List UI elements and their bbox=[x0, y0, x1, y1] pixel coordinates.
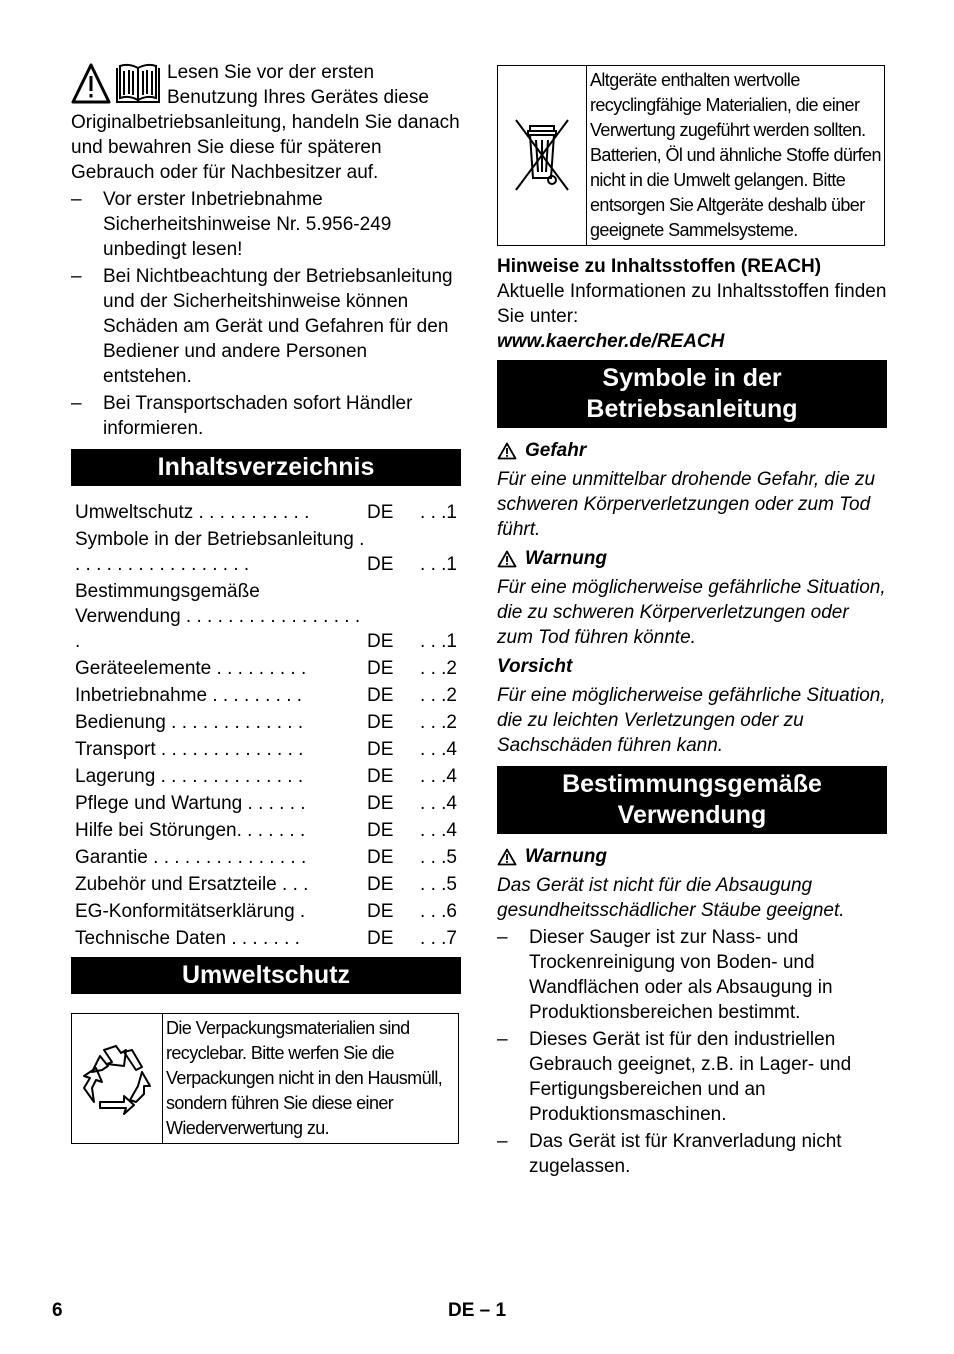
toc-row[interactable] bbox=[71, 656, 461, 681]
list-item: – Bei Transportschaden sofort Händler informieren. bbox=[71, 391, 461, 441]
gefahr-text: Für eine unmittelbar drohende Gefahr, die zu schweren Körperverletzungen oder zum Tod führt. bbox=[497, 469, 876, 540]
list-item: – Vor erster Inbetriebnahme Sicherheitshinweise Nr. 5.956-249 unbedingt lesen! bbox=[71, 187, 461, 262]
toc-page: . . .2 bbox=[420, 658, 457, 679]
bestimmung-heading-line-2: Verwendung bbox=[617, 801, 767, 829]
toc-row[interactable] bbox=[71, 500, 461, 525]
toc-page: . . .5 bbox=[420, 874, 457, 895]
toc-row[interactable] bbox=[71, 899, 461, 924]
toc-row[interactable] bbox=[71, 845, 461, 870]
toc-title: Inbetriebnahme . . . . . . . . . bbox=[75, 685, 303, 706]
section-page-label: DE – 1 bbox=[448, 1300, 507, 1321]
list-item: – Das Gerät ist für Kranverladung nicht zugelassen. bbox=[497, 1129, 887, 1179]
toc-lang: DE bbox=[367, 928, 394, 949]
toc-title: Zubehör und Ersatzteile . . . bbox=[75, 874, 309, 895]
toc-title: Bedienung . . . . . . . . . . . . . bbox=[75, 712, 304, 733]
table-of-contents bbox=[71, 500, 461, 951]
toc-lang: DE bbox=[367, 712, 394, 733]
warnung2-text: Das Gerät ist nicht für die Absaugung gesundheitsschädlicher Stäube geeignet. bbox=[497, 875, 845, 921]
toc-row[interactable] bbox=[71, 579, 461, 654]
warning-triangle-icon bbox=[497, 550, 517, 568]
toc-lang: DE bbox=[367, 901, 394, 922]
toc-lang: DE bbox=[367, 739, 394, 760]
list-item: – Dieser Sauger ist zur Nass- und Trockenreinigung von Boden- und Wandflächen oder als Absaugung in Produktionsbereichen bestimmt. bbox=[497, 925, 887, 1025]
toc-row[interactable] bbox=[71, 872, 461, 897]
list-item: – Bei Nichtbeachtung der Betriebsanleitung und der Sicherheitshinweise können Schäden am Gerät und Gefahren für den Bediener und andere Personen entstehen. bbox=[71, 264, 461, 389]
vorsicht-text: Für eine möglicherweise gefährliche Situation, die zu leichten Verletzungen oder zu Sachschäden führen kann. bbox=[497, 685, 886, 756]
toc-lang: DE bbox=[367, 658, 394, 679]
toc-page: . . .4 bbox=[420, 766, 457, 787]
recycle-icon-cell bbox=[72, 1014, 163, 1143]
usage-bullet-list bbox=[497, 925, 887, 1179]
vorsicht-label: Vorsicht bbox=[497, 656, 573, 677]
warnung-heading bbox=[497, 546, 887, 571]
warnung-label: Warnung bbox=[525, 548, 607, 569]
toc-row[interactable] bbox=[71, 737, 461, 762]
toc-page: . . .2 bbox=[420, 712, 457, 733]
bestimmung-heading bbox=[497, 766, 887, 834]
list-item: – Dieses Gerät ist für den industriellen Gebrauch geeignet, z.B. in Lager- und Fertigungsbereichen und an Produktionsmaschinen. bbox=[497, 1027, 887, 1127]
toc-title: Umweltschutz . . . . . . . . . . . bbox=[75, 502, 310, 523]
toc-lang: DE bbox=[367, 502, 394, 523]
toc-title: Technische Daten . . . . . . . bbox=[75, 928, 300, 949]
toc-page: . . .1 bbox=[420, 502, 457, 523]
gefahr-label: Gefahr bbox=[525, 440, 587, 461]
toc-page: . . .5 bbox=[420, 847, 457, 868]
bestimmung-heading-line-1: Bestimmungsgemäße bbox=[562, 770, 822, 798]
toc-lang: DE bbox=[367, 793, 394, 814]
reach-link[interactable]: www.kaercher.de/REACH bbox=[497, 331, 725, 352]
toc-title: Bestimmungsgemäße Verwendung . . . . . . . . . . . . . . . . . . bbox=[75, 581, 361, 652]
toc-row[interactable] bbox=[71, 710, 461, 735]
toc-row[interactable] bbox=[71, 818, 461, 843]
warning-triangle-icon bbox=[497, 848, 517, 866]
toc-row[interactable] bbox=[71, 527, 461, 577]
right-column bbox=[497, 60, 887, 1179]
reach-heading: Hinweise zu Inhaltsstoffen (REACH) bbox=[497, 256, 822, 277]
intro-block bbox=[71, 60, 461, 185]
toc-row[interactable] bbox=[71, 764, 461, 789]
toc-page: . . .6 bbox=[420, 901, 457, 922]
left-column bbox=[71, 60, 461, 1144]
manual-book-icon bbox=[117, 65, 159, 102]
warnung-text: Für eine möglicherweise gefährliche Situation, die zu schweren Körperverletzungen oder zum Tod führen könnte. bbox=[497, 577, 886, 648]
warning-triangle-icon bbox=[73, 65, 109, 102]
toc-lang: DE bbox=[367, 631, 394, 652]
reach-text: Aktuelle Informationen zu Inhaltsstoffen finden Sie unter: bbox=[497, 281, 887, 327]
symbole-heading-line-2: Betriebsanleitung bbox=[586, 395, 798, 423]
recycle-icon bbox=[80, 1042, 154, 1116]
toc-row[interactable] bbox=[71, 791, 461, 816]
toc-page: . . .4 bbox=[420, 820, 457, 841]
warnung2-label: Warnung bbox=[525, 846, 607, 867]
weee-note-text: Altgeräte enthalten wertvolle recyclingfähige Materialien, die einer Verwertung zugeführt werden sollten. Batterien, Öl und ähnliche Stoffe dürfen nicht in die Umwelt gelangen. Bitte entsorgen Sie Altgeräte deshalb über geeignete Sammelsysteme. bbox=[590, 70, 881, 240]
toc-title: Hilfe bei Störungen. . . . . . . bbox=[75, 820, 306, 841]
toc-page: . . .4 bbox=[420, 793, 457, 814]
weee-note-box bbox=[497, 65, 885, 246]
warnung2-heading bbox=[497, 844, 887, 869]
warning-manual-icon bbox=[71, 62, 163, 106]
crossed-bin-icon bbox=[512, 116, 572, 196]
toc-page: . . .1 bbox=[420, 554, 457, 575]
toc-title: Symbole in der Betriebsanleitung . . . . . . . . . . . . . . . . . . bbox=[75, 529, 365, 575]
warning-triangle-icon bbox=[497, 442, 517, 460]
intro-text: Lesen Sie vor der ersten Benutzung Ihres Gerätes diese Originalbetriebsanleitung, handeln Sie danach und bewahren Sie diese für späteren Gebrauch oder für Nachbesitzer auf. bbox=[71, 62, 460, 183]
gefahr-heading bbox=[497, 438, 887, 463]
toc-title: Garantie . . . . . . . . . . . . . . . bbox=[75, 847, 307, 868]
toc-lang: DE bbox=[367, 554, 394, 575]
toc-page: . . .7 bbox=[420, 928, 457, 949]
toc-title: Pflege und Wartung . . . . . . bbox=[75, 793, 306, 814]
toc-page: . . .2 bbox=[420, 685, 457, 706]
symbole-heading-line-1: Symbole in der bbox=[602, 364, 782, 392]
toc-title: Transport . . . . . . . . . . . . . . bbox=[75, 739, 304, 760]
toc-lang: DE bbox=[367, 766, 394, 787]
intro-bullet-list bbox=[71, 187, 461, 441]
recycling-note-text: Die Verpackungsmaterialien sind recyclebar. Bitte werfen Sie die Verpackungen nicht in den Hausmüll, sondern führen Sie diese einer Wiederverwertung zu. bbox=[166, 1018, 443, 1138]
toc-row[interactable] bbox=[71, 683, 461, 708]
toc-heading: Inhaltsverzeichnis bbox=[71, 449, 461, 486]
recycling-note-box bbox=[71, 1013, 459, 1144]
toc-title: EG-Konformitätserklärung . bbox=[75, 901, 306, 922]
toc-row[interactable] bbox=[71, 926, 461, 951]
toc-title: Geräteelemente . . . . . . . . . bbox=[75, 658, 307, 679]
toc-lang: DE bbox=[367, 847, 394, 868]
toc-lang: DE bbox=[367, 685, 394, 706]
umweltschutz-heading: Umweltschutz bbox=[71, 957, 461, 994]
symbole-heading bbox=[497, 360, 887, 428]
toc-lang: DE bbox=[367, 874, 394, 895]
toc-page: . . .4 bbox=[420, 739, 457, 760]
toc-page: . . .1 bbox=[420, 631, 457, 652]
toc-lang: DE bbox=[367, 820, 394, 841]
crossed-bin-icon-cell bbox=[498, 66, 587, 245]
toc-title: Lagerung . . . . . . . . . . . . . . bbox=[75, 766, 304, 787]
page-number: 6 bbox=[52, 1300, 63, 1321]
